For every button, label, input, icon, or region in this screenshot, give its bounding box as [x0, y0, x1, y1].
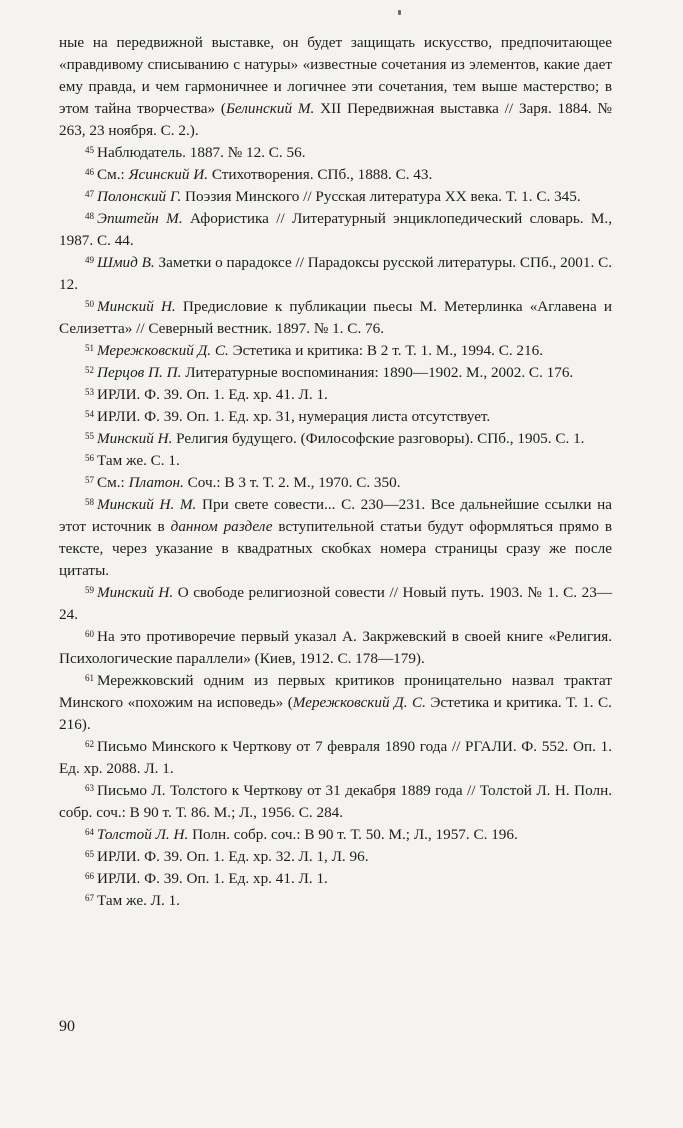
italic-author-text: Эпштейн М.	[97, 210, 183, 227]
italic-author-text: Минский Н.	[97, 584, 174, 601]
footnote-number: 57	[85, 475, 94, 485]
page-number: 90	[59, 1018, 75, 1035]
footnote-number: 64	[85, 827, 94, 837]
italic-author-text: Мережковский Д. С.	[292, 694, 426, 711]
footnote-number: 58	[85, 497, 94, 507]
footnote-number: 55	[85, 431, 94, 441]
note-text: вступительной статьи будут оформляться прямо в тексте, через указание в квадратных скобках номера страницы сразу же после цитаты.	[59, 518, 613, 579]
note-text: На это противоречие первый указал А. Закржевский в своей книге «Религия. Психологические параллели» (Киев, 1912. С. 178—179).	[59, 628, 612, 667]
note-text: ИРЛИ. Ф. 39. Оп. 1. Ед. хр. 41. Л. 1.	[97, 870, 328, 887]
italic-author-text: данном разделе	[170, 518, 273, 535]
note-text: См.:	[97, 166, 129, 183]
footnote-number: 45	[85, 145, 94, 155]
note-text: Соч.: В 3 т. Т. 2. М., 1970. С. 350.	[183, 474, 401, 491]
italic-author-text: Перцов П. П.	[97, 364, 182, 381]
footnote-number: 66	[85, 871, 94, 881]
note-text: Письмо Л. Толстого к Черткову от 31 декабря 1889 года // Толстой Л. Н. Полн. собр. соч.: В 90 т. Т. 86. М.; Л., 1956. С. 284.	[59, 782, 612, 821]
note-text: Афористика // Литературный энциклопедический словарь. М., 1987. С. 44.	[59, 210, 612, 249]
footnote-50	[59, 296, 612, 340]
footnote-number: 56	[85, 453, 94, 463]
note-text: Стихотворения. СПб., 1888. С. 43.	[208, 166, 433, 183]
italic-author-text: Минский Н. М.	[97, 496, 197, 513]
note-text: Там же. Л. 1.	[97, 892, 180, 909]
italic-author-text: Толстой Л. Н.	[97, 826, 189, 843]
footnote-45	[59, 142, 612, 164]
note-text: О свободе религиозной совести // Новый путь. 1903. № 1. С. 23—24.	[59, 584, 613, 623]
footnotes-list	[59, 142, 612, 912]
note-text: Эстетика и критика. Т. 1. С. 216).	[59, 694, 612, 733]
footnote-number: 62	[85, 739, 94, 749]
note-text: Заметки о парадоксе // Парадоксы русской литературы. СПб., 2001. С. 12.	[59, 254, 613, 293]
note-text: ИРЛИ. Ф. 39. Оп. 1. Ед. хр. 41. Л. 1.	[97, 386, 328, 403]
footnote-number: 47	[85, 189, 94, 199]
note-text: Там же. С. 1.	[97, 452, 180, 469]
footnote-46	[59, 164, 612, 186]
footnote-67	[59, 890, 612, 912]
footnote-number: 49	[85, 255, 94, 265]
footnote-number: 59	[85, 585, 94, 595]
note-text: ИРЛИ. Ф. 39. Оп. 1. Ед. хр. 32. Л. 1, Л. 96.	[97, 848, 369, 865]
footnote-number: 65	[85, 849, 94, 859]
footnote-62	[59, 736, 612, 780]
italic-author-text: Ясинский И.	[128, 166, 209, 183]
note-text: Полн. собр. соч.: В 90 т. Т. 50. М.; Л., 1957. С. 196.	[188, 826, 518, 843]
footnote-49	[59, 252, 612, 296]
note-text: Эстетика и критика: В 2 т. Т. 1. М., 1994. С. 216.	[228, 342, 543, 359]
footnote-48	[59, 208, 612, 252]
footnotes-body	[59, 32, 612, 912]
note-text: Письмо Минского к Черткову от 7 февраля 1890 года // РГАЛИ. Ф. 552. Оп. 1. Ед. хр. 2088. Л. 1.	[59, 738, 612, 777]
footnote-61	[59, 670, 612, 736]
footnote-number: 63	[85, 783, 94, 793]
footnote-number: 46	[85, 167, 94, 177]
footnote-number: 48	[85, 211, 94, 221]
italic-author-text: Платон.	[128, 474, 184, 491]
footnote-66	[59, 868, 612, 890]
note-text: Поэзия Минского // Русская литература XX века. Т. 1. С. 345.	[181, 188, 581, 205]
footnote-number: 67	[85, 893, 94, 903]
footnote-55	[59, 428, 612, 450]
note-text: Мережковский одним из первых критиков проницательно назвал трактат Минского «похожим на исповедь» (	[59, 672, 612, 711]
footnote-52	[59, 362, 612, 384]
footnote-number: 52	[85, 365, 94, 375]
note-text: Литературные воспоминания: 1890—1902. М., 2002. С. 176.	[181, 364, 574, 381]
footnote-60	[59, 626, 612, 670]
footnote-56	[59, 450, 612, 472]
note-text: ИРЛИ. Ф. 39. Оп. 1. Ед. хр. 31, нумерация листа отсутствует.	[97, 408, 491, 425]
footnote-number: 60	[85, 629, 94, 639]
note-text: См.:	[97, 474, 129, 491]
footnote-number: 50	[85, 299, 94, 309]
footnote-58	[59, 494, 612, 582]
note-text: При свете совести... С. 230—231. Все дальнейшие ссылки на этот источник в	[59, 496, 612, 535]
italic-author-text: Минский Н.	[97, 430, 173, 447]
footnote-63	[59, 780, 612, 824]
italic-author-text: Минский Н.	[97, 298, 176, 315]
opening-paragraph	[59, 32, 612, 142]
footnote-54	[59, 406, 612, 428]
italic-author-text: Мережковский Д. С.	[97, 342, 229, 359]
footnote-47	[59, 186, 612, 208]
italic-author-text: Белинский М.	[225, 100, 315, 117]
note-text: Религия будущего. (Философские разговоры). СПб., 1905. С. 1.	[172, 430, 585, 447]
footnote-number: 54	[85, 409, 94, 419]
footnote-number: 51	[85, 343, 94, 353]
footnote-59	[59, 582, 612, 626]
footnote-65	[59, 846, 612, 868]
note-text: Предисловие к публикации пьесы М. Метерлинка «Аглавена и Селизетта» // Северный вестник. 1897. № 1. С. 76.	[59, 298, 613, 337]
note-text: Наблюдатель. 1887. № 12. С. 56.	[97, 144, 306, 161]
italic-author-text: Полонский Г.	[97, 188, 182, 205]
note-text: ные на передвижной выставке, он будет защищать искусство, предпочитающее «правдивому списыванию с натуры» «известные сочетания из элементов, какие дает ему правда, и чем гармоничнее и логичнее эти сочетания, тем выше мастерство; в этом тайна творчества» (	[59, 34, 612, 117]
italic-author-text: Шмид В.	[97, 254, 155, 271]
note-text: XII Передвижная выставка // Заря. 1884. № 263, 23 ноября. С. 2.).	[59, 100, 612, 139]
printer-mark-dot	[398, 10, 401, 15]
footnote-51	[59, 340, 612, 362]
footnote-number: 53	[85, 387, 94, 397]
footnote-number: 61	[85, 673, 94, 683]
footnote-57	[59, 472, 612, 494]
footnote-64	[59, 824, 612, 846]
footnote-53	[59, 384, 612, 406]
